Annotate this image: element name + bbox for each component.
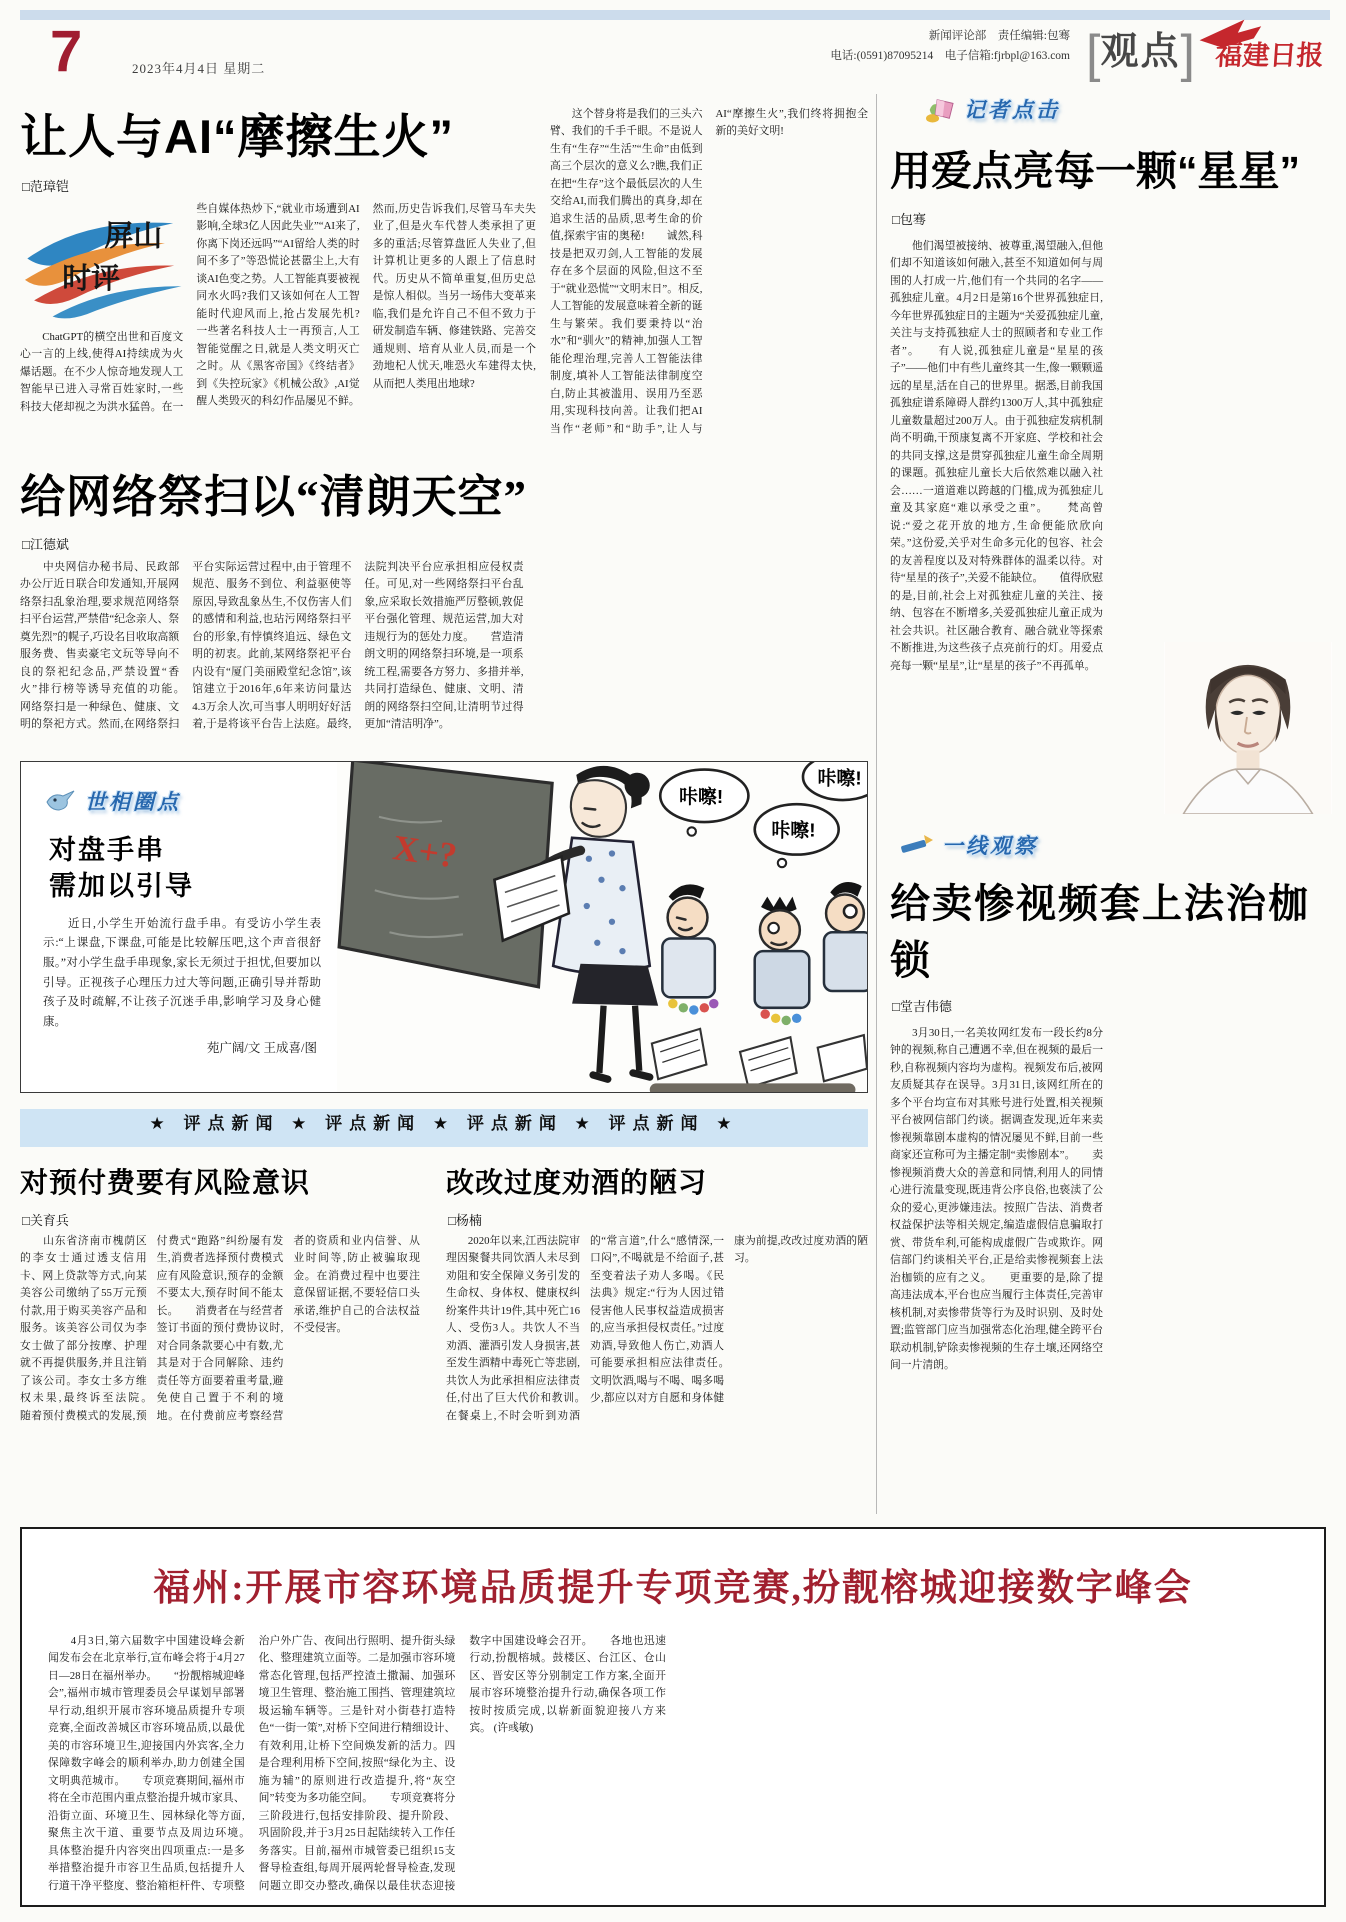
right-section (890, 94, 1332, 1455)
article-stars-author: □包骞 (892, 212, 926, 227)
article-drinking-title: 改改过度劝酒的陋习 (446, 1167, 708, 1198)
banner-body-text: 4月3日,第六届数字中国建设峰会新闻发布会在北京举行,宣布峰会将于4月27日—28日在福州举办。 “扮靓榕城迎峰会”,福州市城市管理委员会早谋划早部署早行动,组织开展市容环境品质提升专项竞赛,全面改善城区市容环境品质,以最优美的市容环境卫生,迎接国内外宾客,全力保障数字峰会的顺利举办,助力创建全国文明典范城市。 专项竞赛期间,福州市将在全市范围内重点整治提升城市家具、沿街立面、环境卫生、园林绿化等方面,聚焦主次干道、重要节点及周边环境。 具体整治提升内容突出四项重点:一是多举措整治提升市容卫生品质,包括提升人行道干净平整度、整治箱柜杆件、专项整治户外广告、夜间出行照明、提升街头绿化、整理建筑立面等。二是加强市容环境常态化管理,包括严控渣土撒漏、加强环境卫生管理、整治施工围挡、管理建筑垃圾运输车辆等。三是针对小街巷打造特色“一街一策”,对桥下空间进行精细设计、有效利用,让桥下空间焕发新的活力。四是合理利用桥下空间,按照“绿化为主、设施为辅”的原则进行改造提升,将“灰空间”转变为多功能空间。 专项竞赛将分三阶段进行,包括安排阶段、提升阶段、巩固阶段,并于3月25日起陆续转入工作任务落实。目前,福州市城管委已组织15支督导检查组,每周开展两轮督导检查,发现问题立即交办整改,确保以最佳状态迎接数字中国建设峰会召开。 各地也迅速行动,扮靓榕城。鼓楼区、台江区、仓山区、晋安区等分别制定工作方案,全面开展市容环境整治提升行动,确保各项工作按时按质完成,以崭新面貌迎接八方来宾。 (48, 1635, 666, 1892)
article-memorial-body: 中央网信办秘书局、民政部办公厅近日联合印发通知,开展网络祭扫乱象治理,要求规范网络祭扫平台运营,严禁借“纪念亲人、祭奠先烈”的幌子,巧设名目收取高额服务费、售卖豪宅文玩等导向不良的祭祀纪念品,严禁设置“香火”排行榜等诱导充值的功能。 网络祭扫是一种绿色、健康、文明的祭祀方式。然而,在网络祭扫平台实际运营过程中,由于管理不规范、服务不到位、利益驱使等原因,导致乱象丛生,不仅伤害人们的感情和利益,也玷污网络祭扫平台的形象,有悖慎终追远、绿色文明的初衷。此前,某网络祭祀平台内设有“厦门美丽殿堂纪念馆”,该馆建立于2016年,6年来访问量达4.3万余人次,可当事人明明好好活着,于是将该平台告上法庭。最终,法院判决平台应承担相应侵权责任。可见,对一些网络祭扫平台乱象,应采取长效措施严厉整顿,敦促平台强化管理、规范运营,加大对违规行为的惩处力度。 营造清朗文明的网络祭扫环境,是一项系统工程,需要各方努力、多措并举,共同打造绿色、健康、文明、清朗的网络祭扫空间,让清明节过得更加“清洁明净”。 (20, 561, 524, 731)
pingshan-logo-text-2: 时评 (62, 262, 120, 295)
badge-shixiang-label: 世相圈点 (85, 791, 181, 814)
article-prepay-title: 对预付费要有风险意识 (20, 1167, 311, 1198)
pen-icon (900, 832, 934, 858)
cartoon-text-panel (21, 762, 337, 1092)
editor-line: 新闻评论部 责任编辑:包骞 (928, 30, 1070, 42)
author-portrait (1164, 642, 1332, 814)
bubble-text: 咔嚓! (817, 768, 862, 790)
article-memorial (20, 460, 868, 749)
pingdian-news-bar: ★ 评点新闻 ★ 评点新闻 ★ 评点新闻 ★ 评点新闻 ★ (20, 1109, 868, 1147)
cartoon-caption: 近日,小学生开始流行盘手串。有受访小学生表示:“上课盘,下课盘,可能是比较解压吧,这个声音很舒服。”对小学生盘手串现象,家长无须过于担忧,但要加以引导。正视孩子心理压力过大等问题,正确引导并帮助孩子及时疏解,不让孩子沉迷手串,影响学习及身心健康。 (43, 917, 321, 1028)
section-name: 观点 (1100, 31, 1181, 73)
blackboard-text: X+? (390, 827, 460, 876)
article-drinking-author: □杨楠 (448, 1213, 482, 1228)
cartoon-title-line1: 对盘手串 (49, 835, 165, 865)
article-stars-title: 用爱点亮每一颗“星星” (890, 148, 1300, 194)
cartoon-illustration (337, 762, 867, 1092)
bird-icon (43, 788, 77, 814)
left-section (20, 92, 868, 1437)
pingshan-logo-text-1: 屏山 (104, 220, 163, 253)
reporter-click-icon (924, 95, 956, 123)
article-drinking (446, 1161, 868, 1437)
header-contact-block (600, 26, 1070, 66)
pingshan-shiping-logo (20, 201, 183, 323)
article-stars-body-text: 他们渴望被接纳、被尊重,渴望融入,但他们却不知道该如何融入,甚至不知道如何与周围的人打成一片,他们有一个共同的名字——孤独症儿童。4月2日是第16个世界孤独症日,今年世界孤独症日的主题为“关爱孤独症儿童,关注与支持孤独症人士的照顾者和专业工作者”。 有人说,孤独症儿童是“星星的孩子”——他们中有些儿童终其一生,像一颗颗遥远的星星,活在自己的世界里。据悉,目前我国孤独症谱系障碍人群约1300万人,其中孤独症儿童数量超过200万人。由于孤独症发病机制尚不明确,干预康复离不开家庭、学校和社会的共同支撑,这是贯穿孤独症儿童生命全周期的课题。孤独症儿童长大后依然难以融入社会……一道道难以跨越的门槛,成为孤独症儿童及其家庭“难以承受之重”。 梵高曾说:“爱之花开放的地方,生命便能欣欣向荣。”这份爱,关乎对生命多元化的包容、社会的友善程度以及对特殊群体的温柔以待。对待“星星的孩子”,关爱不能缺位。 值得欣慰的是,目前,社会上对孤独症儿童的关注、接纳、包容在不断增多,关爱孤独症儿童正成为社会共识。社区融合教育、融合就业等探索不断推进,为这些孩子点亮前行的灯。用爱点亮每一颗“星星”,让“星星的孩子”不再孤单。 (890, 240, 1103, 672)
bracket-left: [ (1086, 25, 1101, 83)
article-prepay (20, 1161, 420, 1437)
masthead-text: 福建日报 (1214, 40, 1325, 71)
article-sadvideo-body: 3月30日,一名美妆网红发布一段长约8分钟的视频,称自己遭遇不幸,但在视频的最后一秒,自称视频内容均为虚构。视频发布后,被网友质疑其存在误导。3月31日,该网红所在的多个平台均宣布对其账号进行处置,相关视频平台被网信部门约谈。据调查发现,近年来卖惨视频靠剧本虚构的情况屡见不鲜,目前一些商家还宣称可为主播定制“卖惨剧本”。 卖惨视频消费大众的善意和同情,利用人的同情心进行流量变现,既违背公序良俗,也亵渎了公众的爱心,更涉嫌违法。按照广告法、消费者权益保护法等相关规定,编造虚假信息骗取打赏、带货牟利,可能构成虚假广告或欺诈。网信部门约谈相关平台,正是给卖惨视频套上法治枷锁的应有之义。 更重要的是,除了提高违法成本,平台也应当履行主体责任,完善审核机制,对卖惨带货等行为及时识别、及时处置;监管部门应当加强常态化治理,健全跨平台联动机制,铲除卖惨视频的生存土壤,还网络空间一片清朗。 (890, 1027, 1103, 1372)
badge-frontline-label: 一线观察 (942, 835, 1038, 858)
article-stars-body (890, 238, 1332, 814)
article-ai-title: 让人与AI“摩擦生火” (20, 110, 454, 163)
article-sadvideo-title: 给卖惨视频套上法治枷锁 (890, 881, 1310, 983)
cartoon-box (20, 761, 868, 1093)
cartoon-title-line2: 需加以引导 (49, 871, 194, 902)
article-memorial-author: □江德斌 (22, 537, 69, 552)
banner-title: 福州:开展市容环境品质提升专项竞赛,扮靓榕城迎接数字峰会 (153, 1568, 1193, 1609)
masthead-logo (1194, 12, 1334, 74)
page-number: 7 (50, 19, 83, 84)
badge-frontline (900, 830, 1332, 860)
section-divider (876, 94, 877, 1514)
article-ai-body-text-1: ChatGPT的横空出世和百度文心一言的上线,使得AI持续成为火爆话题。在不少人惊奇地发现人工智能早已进入寻常百姓家时,一些科技大佬却视之为洪水猛兽。在一些自媒体热炒下,“就业市场遭到AI影响,全球3亿人因此失业”“AI来了,你离下岗还远吗”“AI留给人类的时间不多了”等恐慌论甚嚣尘上,大有谈AI色变之势。人工智能真要被视同水火吗?我们又该如何在人工智能时代迎风而上,抢占发展先机? 一些著名科技人士一再预言,人工智能觉醒之日,就是人类文明灭亡之时。从《黑客帝国》《终结者》到《失控玩家》《机械公敌》,AI觉醒人类毁灭的科幻作品屡见不鲜。然而,历史告诉我们,尽管马车夫失业了,但是火车代替人类承担了更多的重活;尽管算盘匠人失业了,但计算机让更多的人跟上了信息时代。历史从不简单重复,但历史总是惊人相似。当另一场伟大变革来临,我们是允许自己不但不致力于研发制造车辆、修建铁路、完善交通规则、培育从业人员,而是一个劲地杞人忧天,唯恐火车建得太快,从而把人类甩出地球? (20, 203, 536, 413)
bubble-text: 咔嚓! (771, 820, 816, 842)
date-line: 2023年4月4日 星期二 (132, 61, 266, 76)
banner-article (20, 1527, 1326, 1907)
badge-shixiang (43, 786, 321, 816)
badge-reporter-label: 记者点击 (964, 99, 1060, 122)
article-ai (20, 100, 868, 452)
header-top-bar (20, 10, 1330, 20)
masthead-flag-icon (1194, 12, 1334, 74)
article-prepay-body: 山东省济南市槐荫区的李女士通过透支信用卡、网上贷款等方式,向某美容公司缴纳了55万元预付款,用于购买美容产品和服务。该美容公司仅为李女士做了部分按摩、护理就不再提供服务,并且注销了该公司。李女士多方维权未果,最终诉至法院。 随着预付费模式的发展,预付费式“跑路”纠纷屡有发生,消费者选择预付费模式应有风险意识,预存的金额不要太大,预存时间不能太长。 消费者在与经营者签订书面的预付费协议时,对合同条款要心中有数,尤其是对于合同解除、违约责任等方面要着重考量,避免使自己置于不利的境地。在付费前应考察经营者的资质和业内信誉、从业时间等,防止被骗取现金。在消费过程中也要注意保留证据,不要轻信口头承诺,维护自己的合法权益不受侵害。 (20, 1235, 420, 1422)
bubble-text: 咔嚓! (679, 787, 724, 809)
article-ai-body-right: 这个替身将是我们的三头六臂、我们的千手千眼。不是说人生有“生存”“生活”“生命”由低到高三个层次的意义么?瞧,我们正在把“生存”这个最低层次的人生交给AI,而我们腾出的真身,却在追求生活的品质,思考生命的价值,探索宇宙的奥秘! 诚然,科技是把双刃剑,人工智能的发展存在多个层面的风险,但这不至于“就业恐慌”“文明末日”。相反,人工智能的发展意味着全新的诞生与繁荣。我们要秉持以“治水”和“驯火”的精神,加强人工智能伦理治理,完善人工智能法律制度,填补人工智能法律制度空白,防止其被滥用、误用乃至恶用,实现科技向善。让我们把AI当作“老师”和“助手”,让人与AI“摩擦生火”,我们终将拥抱全新的美好文明! (550, 108, 868, 435)
bracket-right: ] (1180, 25, 1195, 83)
banner-credit: (许彧敏) (493, 1722, 534, 1735)
article-ai-author: □范璋铠 (22, 179, 69, 194)
banner-body (48, 1633, 1298, 1899)
cartoon-credit: 苑广阔/文 王成喜/图 (206, 1041, 317, 1056)
article-prepay-author: □关育兵 (22, 1213, 69, 1228)
section-title (1086, 20, 1195, 84)
article-sadvideo-author: □堂吉伟德 (892, 999, 952, 1014)
article-memorial-title: 给网络祭扫以“清朗天空” (20, 472, 528, 522)
article-ai-body-left (20, 201, 536, 419)
article-drinking-body: 2020年以来,江西法院审理因聚餐共同饮酒人未尽到劝阻和安全保障义务引发的生命权、身体权、健康权纠纷案件共计19件,其中死亡16人、受伤3人。共饮人不当劝酒、灌酒引发人身损害,甚至发生酒精中毒死亡等悲剧,共饮人为此承担相应法律责任,付出了巨大代价和教训。 在餐桌上,不时会听到劝酒的“常言道”,什么“感情深,一口闷”,不喝就是不给面子,甚至变着法子劝人多喝。《民法典》规定:“行为人因过错侵害他人民事权益造成损害的,应当承担侵权责任。”过度劝酒,导致他人伤亡,劝酒人可能要承担相应法律责任。 文明饮酒,喝与不喝、喝多喝少,都应以对方自愿和身体健康为前提,改改过度劝酒的陋习。 (446, 1235, 868, 1422)
badge-reporter (924, 94, 1332, 124)
cartoon-title (49, 832, 321, 905)
contact-line: 电话:(0591)87095214 电子信箱:fjrbpl@163.com (830, 50, 1070, 63)
